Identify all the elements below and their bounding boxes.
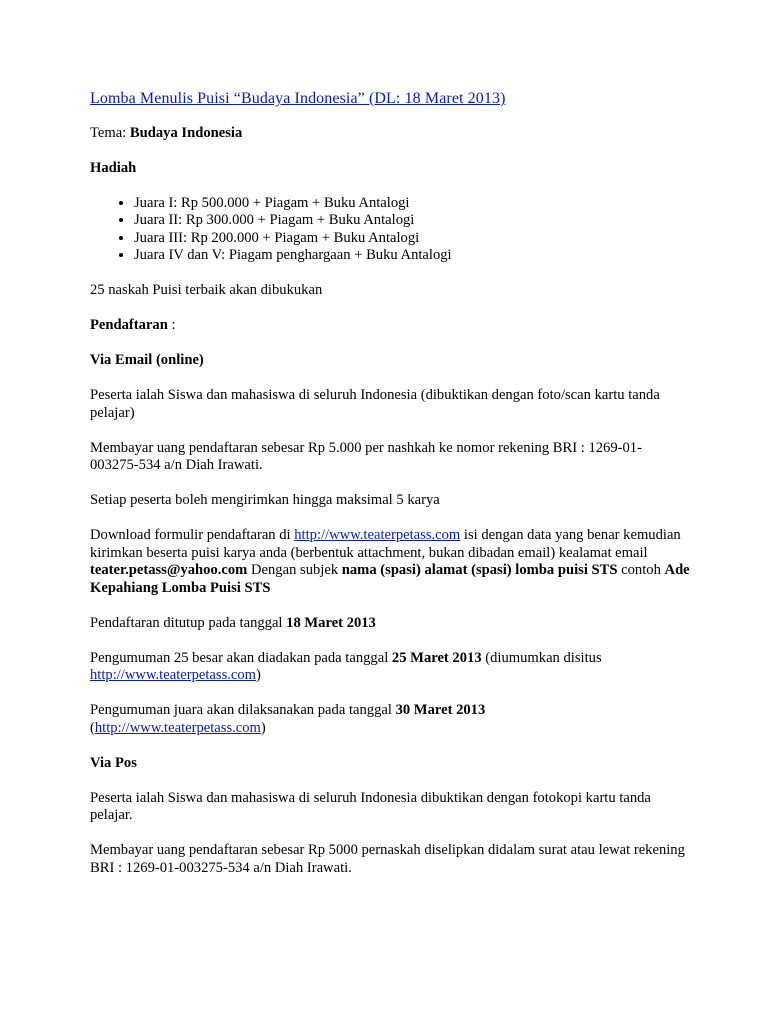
subject-example: Ade Kepahiang Lomba Puisi STS: [90, 562, 690, 596]
pengumuman-juara-paragraph: Pengumuman juara akan dilaksanakan pada tanggal 30 Maret 2013 (http://www.teaterpetass.com): [90, 702, 486, 736]
pos-membayar-paragraph: Membayar uang pendaftaran sebesar Rp 5000 pernaskah diselipkan didalam surat atau lewat rekening BRI : 1269-01-003275-534 a/n Diah Irawati.: [90, 842, 685, 876]
download-paragraph: Download formulir pendaftaran di http://www.teaterpetass.com isi dengan data yang benar kemudian kirimkan beserta puisi karya anda (berbentuk attachment, bukan dibadan email) kealamat email teater.petass@yahoo.com Dengan subjek nama (spasi) alamat (spasi) lomba puisi STS contoh Ade Kepahiang Lomba Puisi STS: [90, 527, 690, 596]
via-pos-heading: Via Pos: [90, 754, 137, 771]
subject-format: nama (spasi) alamat (spasi) lomba puisi STS: [341, 562, 618, 578]
document-title-link[interactable]: Lomba Menulis Puisi “Budaya Indonesia” (DL: 18 Maret 2013): [90, 90, 506, 107]
pengumuman-25-date: 25 Maret 2013: [391, 649, 482, 666]
teaterpetass-link[interactable]: http://www.teaterpetass.com: [90, 667, 257, 683]
hadiah-heading: Hadiah: [90, 159, 137, 176]
email-membayar-paragraph: Membayar uang pendaftaran sebesar Rp 5.000 per nashkah ke nomor rekening BRI : 1269-01-003275-534 a/n Diah Irawati.: [90, 439, 642, 473]
tema-label: Tema:: [90, 124, 127, 141]
list-item: • Juara IV dan V: Piagam penghargaan + Buku Antalogi: [134, 247, 690, 265]
email-maksimal-paragraph: Setiap peserta boleh mengirimkan hingga maksimal 5 karya: [90, 492, 440, 508]
teaterpetass-link[interactable]: http://www.teaterpetass.com: [294, 527, 461, 543]
pendaftaran-heading: Pendaftaran :: [90, 317, 176, 333]
teaterpetass-link[interactable]: http://www.teaterpetass.com: [94, 719, 261, 736]
email-address: teater.petass@yahoo.com: [90, 562, 248, 578]
email-peserta-paragraph: Peserta ialah Siswa dan mahasiswa di seluruh Indonesia (dibuktikan dengan foto/scan kartu tanda pelajar): [90, 387, 660, 421]
pengumuman-25-paragraph: Pengumuman 25 besar akan diadakan pada tanggal 25 Maret 2013 (diumumkan disitus http://www.teaterpetass.com): [90, 649, 602, 683]
naskah-paragraph: 25 naskah Puisi terbaik akan dibukukan: [90, 282, 323, 298]
list-item: • Juara III: Rp 200.000 + Piagam + Buku Antalogi: [134, 230, 690, 248]
hadiah-list: [90, 195, 690, 265]
tema-value: Budaya Indonesia: [129, 124, 243, 141]
list-item: • Juara II: Rp 300.000 + Piagam + Buku Antalogi: [134, 212, 690, 230]
document-body: [90, 90, 690, 895]
ditutup-paragraph: Pendaftaran ditutup pada tanggal 18 Maret 2013: [90, 614, 376, 631]
via-email-heading: Via Email (online): [90, 352, 204, 368]
pos-peserta-paragraph: Peserta ialah Siswa dan mahasiswa di seluruh Indonesia dibuktikan dengan fotokopi kartu tanda pelajar.: [90, 789, 651, 823]
list-item: • Juara I: Rp 500.000 + Piagam + Buku Antalogi: [134, 195, 690, 213]
tema-paragraph: [90, 125, 690, 143]
pengumuman-juara-date: 30 Maret 2013: [395, 702, 486, 718]
ditutup-date: 18 Maret 2013: [286, 614, 376, 631]
